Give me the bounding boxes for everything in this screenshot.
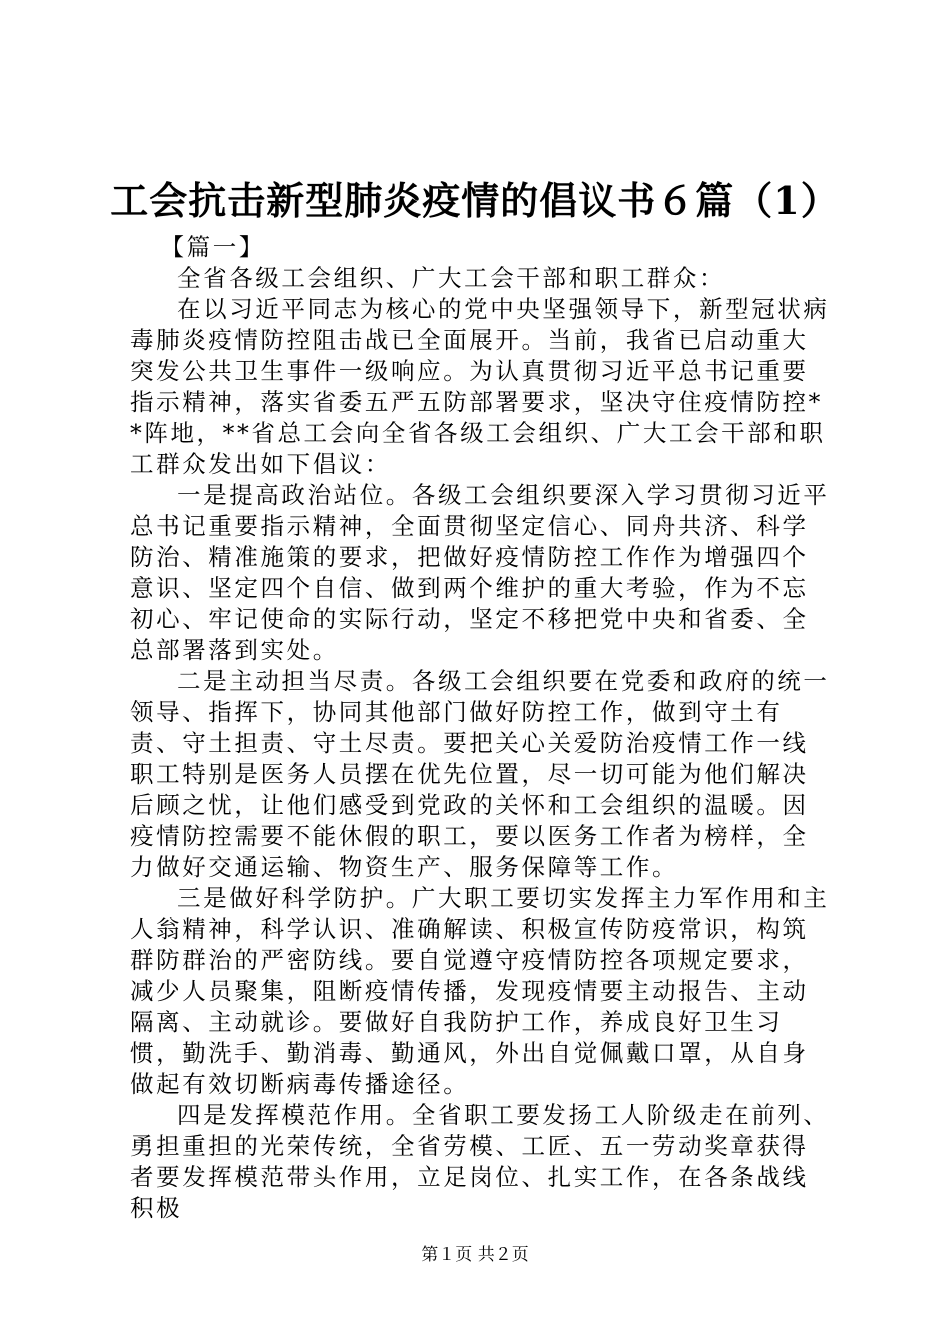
point-four-paragraph: 四是发挥模范作用。全省职工要发扬工人阶级走在前列、勇担重担的光荣传统，全省劳模、工匠、五一劳动奖章获得者要发挥模范带头作用，立足岗位、扎实工作，在各条战线积极	[130, 1101, 830, 1222]
section-label: 【篇一】	[160, 233, 265, 261]
intro-paragraph: 在以习近平同志为核心的党中央坚强领导下，新型冠状病毒肺炎疫情防控阻击战已全面展开。当前，我省已启动重大突发公共卫生事件一级响应。为认真贯彻习近平总书记重要指示精神，落实省委五严五防部署要求，坚决守住疫情防控**阵地，**省总工会向全省各级工会组织、广大工会干部和职工群众发出如下倡议：	[130, 295, 830, 478]
point-one-paragraph: 一是提高政治站位。各级工会组织要深入学习贯彻习近平总书记重要指示精神，全面贯彻坚定信心、同舟共济、科学防治、精准施策的要求，把做好疫情防控工作作为增强四个意识、坚定四个自信、做到两个维护的重大考验，作为不忘初心、牢记使命的实际行动，坚定不移把党中央和省委、全总部署落到实处。	[130, 481, 830, 664]
point-three-paragraph: 三是做好科学防护。广大职工要切实发挥主力军作用和主人翁精神，科学认识、准确解读、积极宣传防疫常识，构筑群防群治的严密防线。要自觉遵守疫情防控各项规定要求，减少人员聚集，阻断疫情传播，发现疫情要主动报告、主动隔离、主动就诊。要做好自我防护工作，养成良好卫生习惯，勤洗手、勤消毒、勤通风，外出自觉佩戴口罩，从自身做起有效切断病毒传播途径。	[130, 884, 830, 1098]
document-title: 工会抗击新型肺炎疫情的倡议书６篇（1）	[110, 178, 840, 223]
document-body	[130, 232, 830, 1224]
point-two-paragraph: 二是主动担当尽责。各级工会组织要在党委和政府的统一领导、指挥下，协同其他部门做好防控工作，做到守土有责、守土担责、守土尽责。要把关心关爱防治疫情工作一线职工特别是医务人员摆在优先位置，尽一切可能为他们解决后顾之忧，让他们感受到党政的关怀和工会组织的温暖。因疫情防控需要不能休假的职工，要以医务工作者为榜样，全力做好交通运输、物资生产、服务保障等工作。	[130, 667, 830, 881]
salutation-paragraph: 全省各级工会组织、广大工会干部和职工群众：	[177, 264, 726, 292]
page-number-footer: 第１页 共２页	[421, 1245, 529, 1265]
